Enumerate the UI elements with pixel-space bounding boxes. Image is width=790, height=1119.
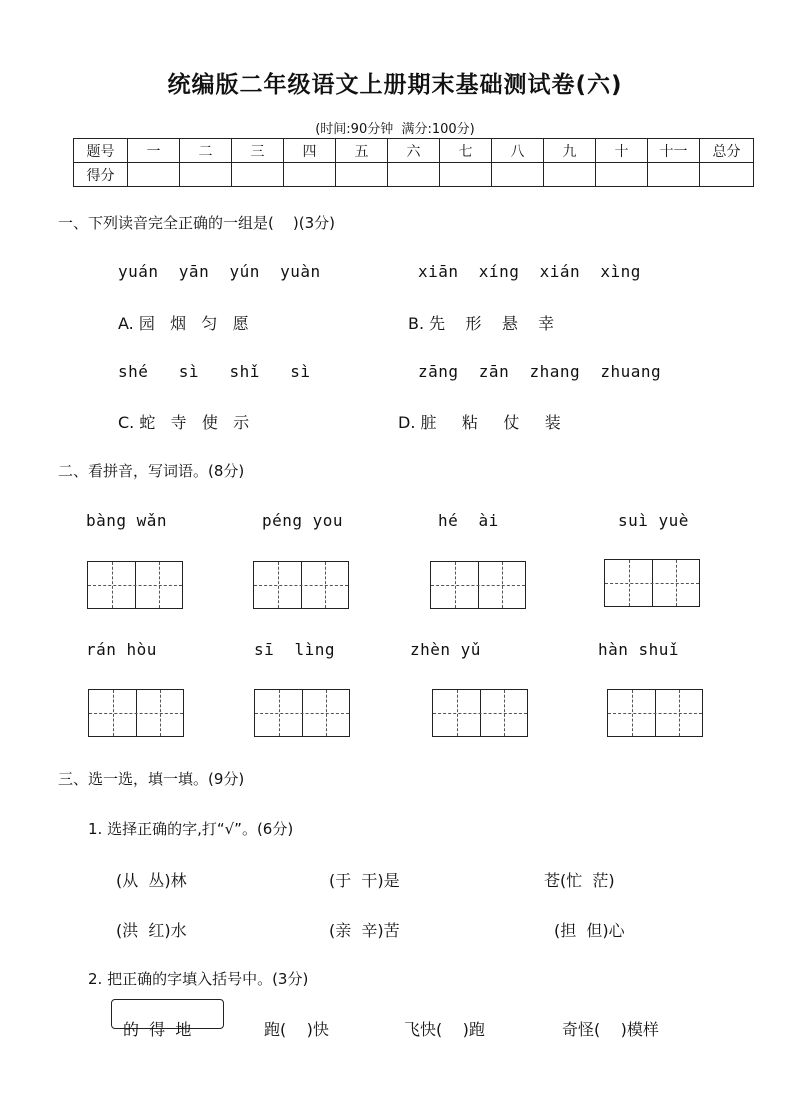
pinyin-prompt: bàng wǎn [86,511,168,530]
choice-item[interactable]: (洪 红)水 [116,921,187,940]
subquestion-1: 1. 选择正确的字,打“√”。(6分) [88,820,294,838]
option-d[interactable]: D. 脏 粘 仗 装 [398,413,561,432]
score-cell[interactable] [180,163,232,187]
choice-item[interactable]: (于 干)是 [329,871,400,890]
option-a[interactable]: A. 园 烟 匀 愿 [118,314,249,333]
score-cell[interactable] [492,163,544,187]
table-cell: 九 [544,139,596,163]
score-cell[interactable] [388,163,440,187]
score-cell[interactable] [700,163,754,187]
score-cell[interactable] [232,163,284,187]
table-cell: 十 [596,139,648,163]
score-table-score-row [74,163,754,187]
table-cell: 得分 [74,163,128,187]
option-b[interactable]: B. 先 形 悬 幸 [408,314,555,333]
writing-grid[interactable] [430,561,526,609]
pinyin-line: xiān xíng xián xìng [418,262,641,281]
pinyin-prompt: sī lìng [254,640,336,659]
table-cell: 五 [336,139,388,163]
score-cell[interactable] [648,163,700,187]
pinyin-line: zāng zān zhang zhuang [418,362,662,381]
table-cell: 六 [388,139,440,163]
fill-blank[interactable]: 飞快( )跑 [404,1020,485,1039]
writing-grid[interactable] [432,689,528,737]
question-1-heading: 一、下列读音完全正确的一组是( )(3分) [58,214,336,232]
score-table-header-row [74,139,754,163]
choice-item[interactable]: (担 但)心 [554,921,625,940]
table-cell: 四 [284,139,336,163]
table-cell: 总分 [700,139,754,163]
choice-item[interactable]: (从 丛)林 [116,871,187,890]
table-cell: 十一 [648,139,700,163]
table-cell: 二 [180,139,232,163]
pinyin-prompt: zhèn yǔ [410,640,481,659]
writing-grid[interactable] [87,561,183,609]
score-cell[interactable] [336,163,388,187]
word-bank: 的 得 地 [123,1020,192,1039]
table-cell: 题号 [74,139,128,163]
table-cell: 八 [492,139,544,163]
writing-grid[interactable] [88,689,184,737]
pinyin-prompt: hé ài [438,511,499,530]
subquestion-2: 2. 把正确的字填入括号中。(3分) [88,970,309,988]
table-cell: 一 [128,139,180,163]
score-cell[interactable] [440,163,492,187]
pinyin-prompt: rán hòu [86,640,157,659]
table-cell: 七 [440,139,492,163]
pinyin-prompt: péng you [262,511,344,530]
pinyin-prompt: hàn shuǐ [598,640,680,659]
score-cell[interactable] [128,163,180,187]
table-cell: 三 [232,139,284,163]
writing-grid[interactable] [607,689,703,737]
pinyin-line: yuán yān yún yuàn [118,262,321,281]
page-title: 统编版二年级语文上册期末基础测试卷(六) [167,72,623,98]
writing-grid[interactable] [253,561,349,609]
score-table [73,138,754,187]
score-cell[interactable] [596,163,648,187]
writing-grid[interactable] [254,689,350,737]
question-3-heading: 三、选一选，填一填。(9分) [58,770,245,788]
score-cell[interactable] [284,163,336,187]
question-2-heading: 二、看拼音，写词语。(8分) [58,462,245,480]
fill-blank[interactable]: 奇怪( )模样 [562,1020,659,1039]
choice-item[interactable]: 苍(忙 茫) [544,871,615,890]
fill-blank[interactable]: 跑( )快 [264,1020,329,1039]
option-c[interactable]: C. 蛇 寺 使 示 [118,413,250,432]
pinyin-line: shé sì shǐ sì [118,362,311,381]
exam-info: (时间:90分钟 满分:100分) [315,122,475,137]
choice-item[interactable]: (亲 辛)苦 [329,921,400,940]
writing-grid[interactable] [604,559,700,607]
pinyin-prompt: suì yuè [618,511,689,530]
score-cell[interactable] [544,163,596,187]
